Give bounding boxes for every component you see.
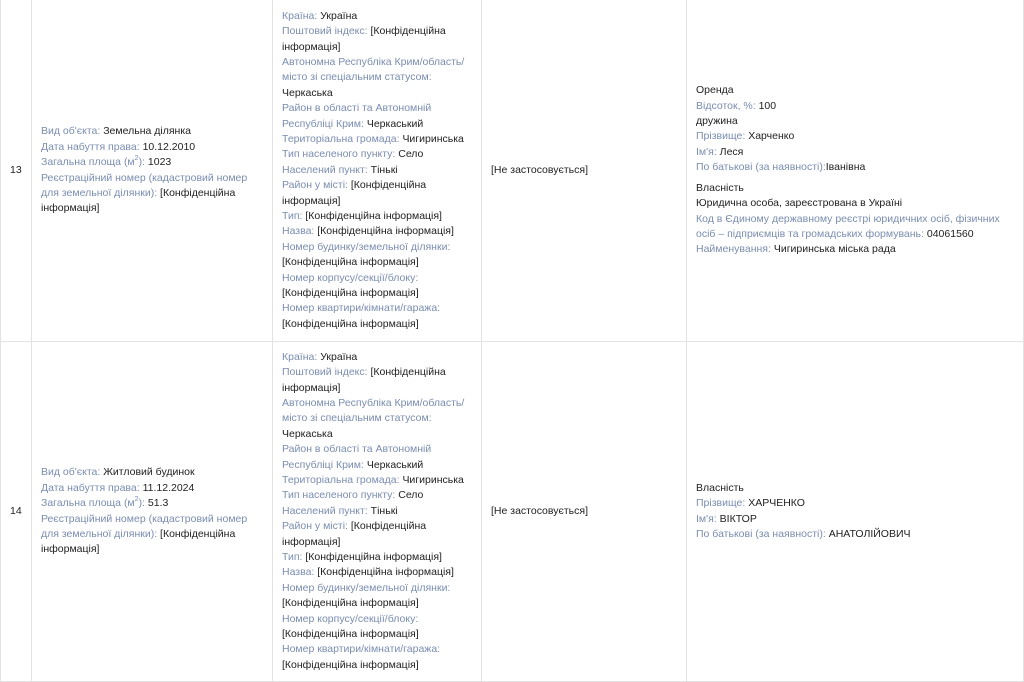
street-type-value: [Конфіденційна інформація] <box>305 210 442 223</box>
acquisition-date-label: Дата набуття права: <box>41 140 140 153</box>
name-value: ВІКТОР <box>719 512 757 525</box>
region-value: Черкаська <box>282 86 333 99</box>
patronymic-label: По батькові (за наявності): <box>696 161 826 174</box>
not-applicable-cell: [Не застосовується] <box>482 342 687 682</box>
area-value: 1023 <box>147 156 172 169</box>
registration-number-value: [Конфіденційна інформація] <box>41 186 236 215</box>
patronymic-value: АНАТОЛІЙОВИЧ <box>828 527 911 540</box>
settlement-type-value: Село <box>398 148 424 161</box>
apartment-label: Номер квартири/кімнати/гаража: <box>282 302 441 315</box>
city-district-label: Район у місті: <box>282 520 348 533</box>
settlement-type-value: Село <box>398 489 424 502</box>
object-type-value: Земельна ділянка <box>103 125 191 138</box>
postal-label: Поштовий індекс: <box>282 366 368 379</box>
street-type-value: [Конфіденційна інформація] <box>305 551 442 564</box>
name-value: Леся <box>719 145 744 158</box>
percent-label: Відсоток, %: <box>696 99 756 112</box>
community-value: Чигиринська <box>402 132 464 145</box>
building-value: [Конфіденційна інформація] <box>282 597 419 610</box>
property-title: Власність <box>696 481 744 494</box>
table-row <box>1 342 1024 682</box>
row-number: 14 <box>1 342 32 682</box>
city-district-label: Район у місті: <box>282 179 348 192</box>
settlement-value: Тінькі <box>370 163 398 176</box>
table-row <box>1 0 1024 342</box>
patronymic-value: Іванівна <box>825 161 866 174</box>
postal-label: Поштовий індекс: <box>282 25 368 38</box>
city-district-value: [Конфіденційна інформація] <box>282 179 427 207</box>
building-label: Номер будинку/земельної ділянки: <box>282 581 451 594</box>
region-value: Черкаська <box>282 427 333 440</box>
entity-name-label: Найменування: <box>696 243 771 256</box>
property-title: Власність <box>696 181 744 194</box>
street-name-label: Назва: <box>282 225 315 238</box>
country-label: Країна: <box>282 350 318 363</box>
row-number: 13 <box>1 0 32 342</box>
apartment-value: [Конфіденційна інформація] <box>282 317 419 330</box>
apartment-value: [Конфіденційна інформація] <box>282 658 419 671</box>
postal-value: [Конфіденційна інформація] <box>282 366 446 394</box>
block-value: [Конфіденційна інформація] <box>282 628 419 641</box>
object-info <box>32 342 273 682</box>
country-label: Країна: <box>282 9 318 22</box>
surname-label: Прізвище: <box>696 497 746 510</box>
entity-type: Юридична особа, зареєстрована в Україні <box>696 197 903 210</box>
community-label: Територіальна громада: <box>282 473 400 486</box>
settlement-label: Населений пункт: <box>282 163 368 176</box>
area-label: Загальна площа $(м^2)$: <box>41 154 145 169</box>
not-applicable-cell: [Не застосовується] <box>482 0 687 342</box>
acquisition-date-value: 11.12.2024 <box>142 481 195 494</box>
acquisition-date-value: 10.12.2010 <box>142 140 196 153</box>
registration-number-label: Реєстраційний номер (кадастровий номер для земельної ділянки): <box>41 512 248 540</box>
object-info <box>32 0 273 342</box>
rent-title: Оренда <box>696 84 734 97</box>
block-value: [Конфіденційна інформація] <box>282 287 419 300</box>
patronymic-label: По батькові (за наявності): <box>696 527 826 540</box>
region-label: Автономна Республіка Крим/область/місто зі спеціальним статусом: <box>282 55 465 84</box>
percent-value: 100 <box>758 99 777 112</box>
owner-info <box>687 342 1024 682</box>
street-name-value: [Конфіденційна інформація] <box>317 566 454 579</box>
name-label: Ім'я: <box>696 512 717 525</box>
district-value: Черкаський <box>366 458 424 471</box>
postal-value: [Конфіденційна інформація] <box>282 25 446 53</box>
area-value: 51.3 <box>147 497 169 510</box>
district-value: Черкаський <box>366 117 424 130</box>
street-name-value: [Конфіденційна інформація] <box>317 225 454 238</box>
street-name-label: Назва: <box>282 566 315 579</box>
block-label: Номер корпусу/секції/блоку: <box>282 271 419 284</box>
community-value: Чигиринська <box>402 473 464 486</box>
area-label: Загальна площа $(м^2)$: <box>41 495 145 510</box>
surname-label: Прізвище: <box>696 130 746 143</box>
street-type-label: Тип: <box>282 210 303 223</box>
object-type-value: Житловий будинок <box>103 466 195 479</box>
edrpou-code-label: Код в Єдиному державному реєстрі юридичних осіб, фізичних осіб – підприємців та громадських формувань: <box>696 212 1000 240</box>
acquisition-date-label: Дата набуття права: <box>41 481 140 494</box>
country-value: Україна <box>320 350 358 363</box>
settlement-label: Населений пункт: <box>282 504 368 517</box>
registration-number-value: [Конфіденційна інформація] <box>41 527 236 556</box>
entity-name-value: Чигиринська міська рада <box>773 243 896 256</box>
name-label: Ім'я: <box>696 145 717 158</box>
registration-number-label: Реєстраційний номер (кадастровий номер для земельної ділянки): <box>41 171 248 199</box>
street-type-label: Тип: <box>282 551 303 564</box>
relation-value: дружина <box>696 115 738 128</box>
settlement-type-label: Тип населеного пункту: <box>282 148 396 161</box>
building-value: [Конфіденційна інформація] <box>282 256 419 269</box>
surname-value: ХАРЧЕНКО <box>748 497 805 510</box>
settlement-value: Тінькі <box>370 504 398 517</box>
address-info <box>273 0 482 342</box>
settlement-type-label: Тип населеного пункту: <box>282 489 396 502</box>
city-district-value: [Конфіденційна інформація] <box>282 520 427 548</box>
block-label: Номер корпусу/секції/блоку: <box>282 612 419 625</box>
owner-info <box>687 0 1024 342</box>
community-label: Територіальна громада: <box>282 132 400 145</box>
surname-value: Харченко <box>748 130 795 143</box>
district-label: Район в області та Автономній Республіці Крим: <box>282 443 432 471</box>
region-label: Автономна Республіка Крим/область/місто зі спеціальним статусом: <box>282 396 465 425</box>
address-info <box>273 342 482 682</box>
district-label: Район в області та Автономній Республіці Крим: <box>282 102 432 130</box>
apartment-label: Номер квартири/кімнати/гаража: <box>282 643 441 656</box>
building-label: Номер будинку/земельної ділянки: <box>282 240 451 253</box>
object-type-label: Вид об'єкта: <box>41 466 101 479</box>
country-value: Україна <box>320 9 358 22</box>
object-type-label: Вид об'єкта: <box>41 125 101 138</box>
edrpou-code-value: 04061560 <box>926 227 974 240</box>
